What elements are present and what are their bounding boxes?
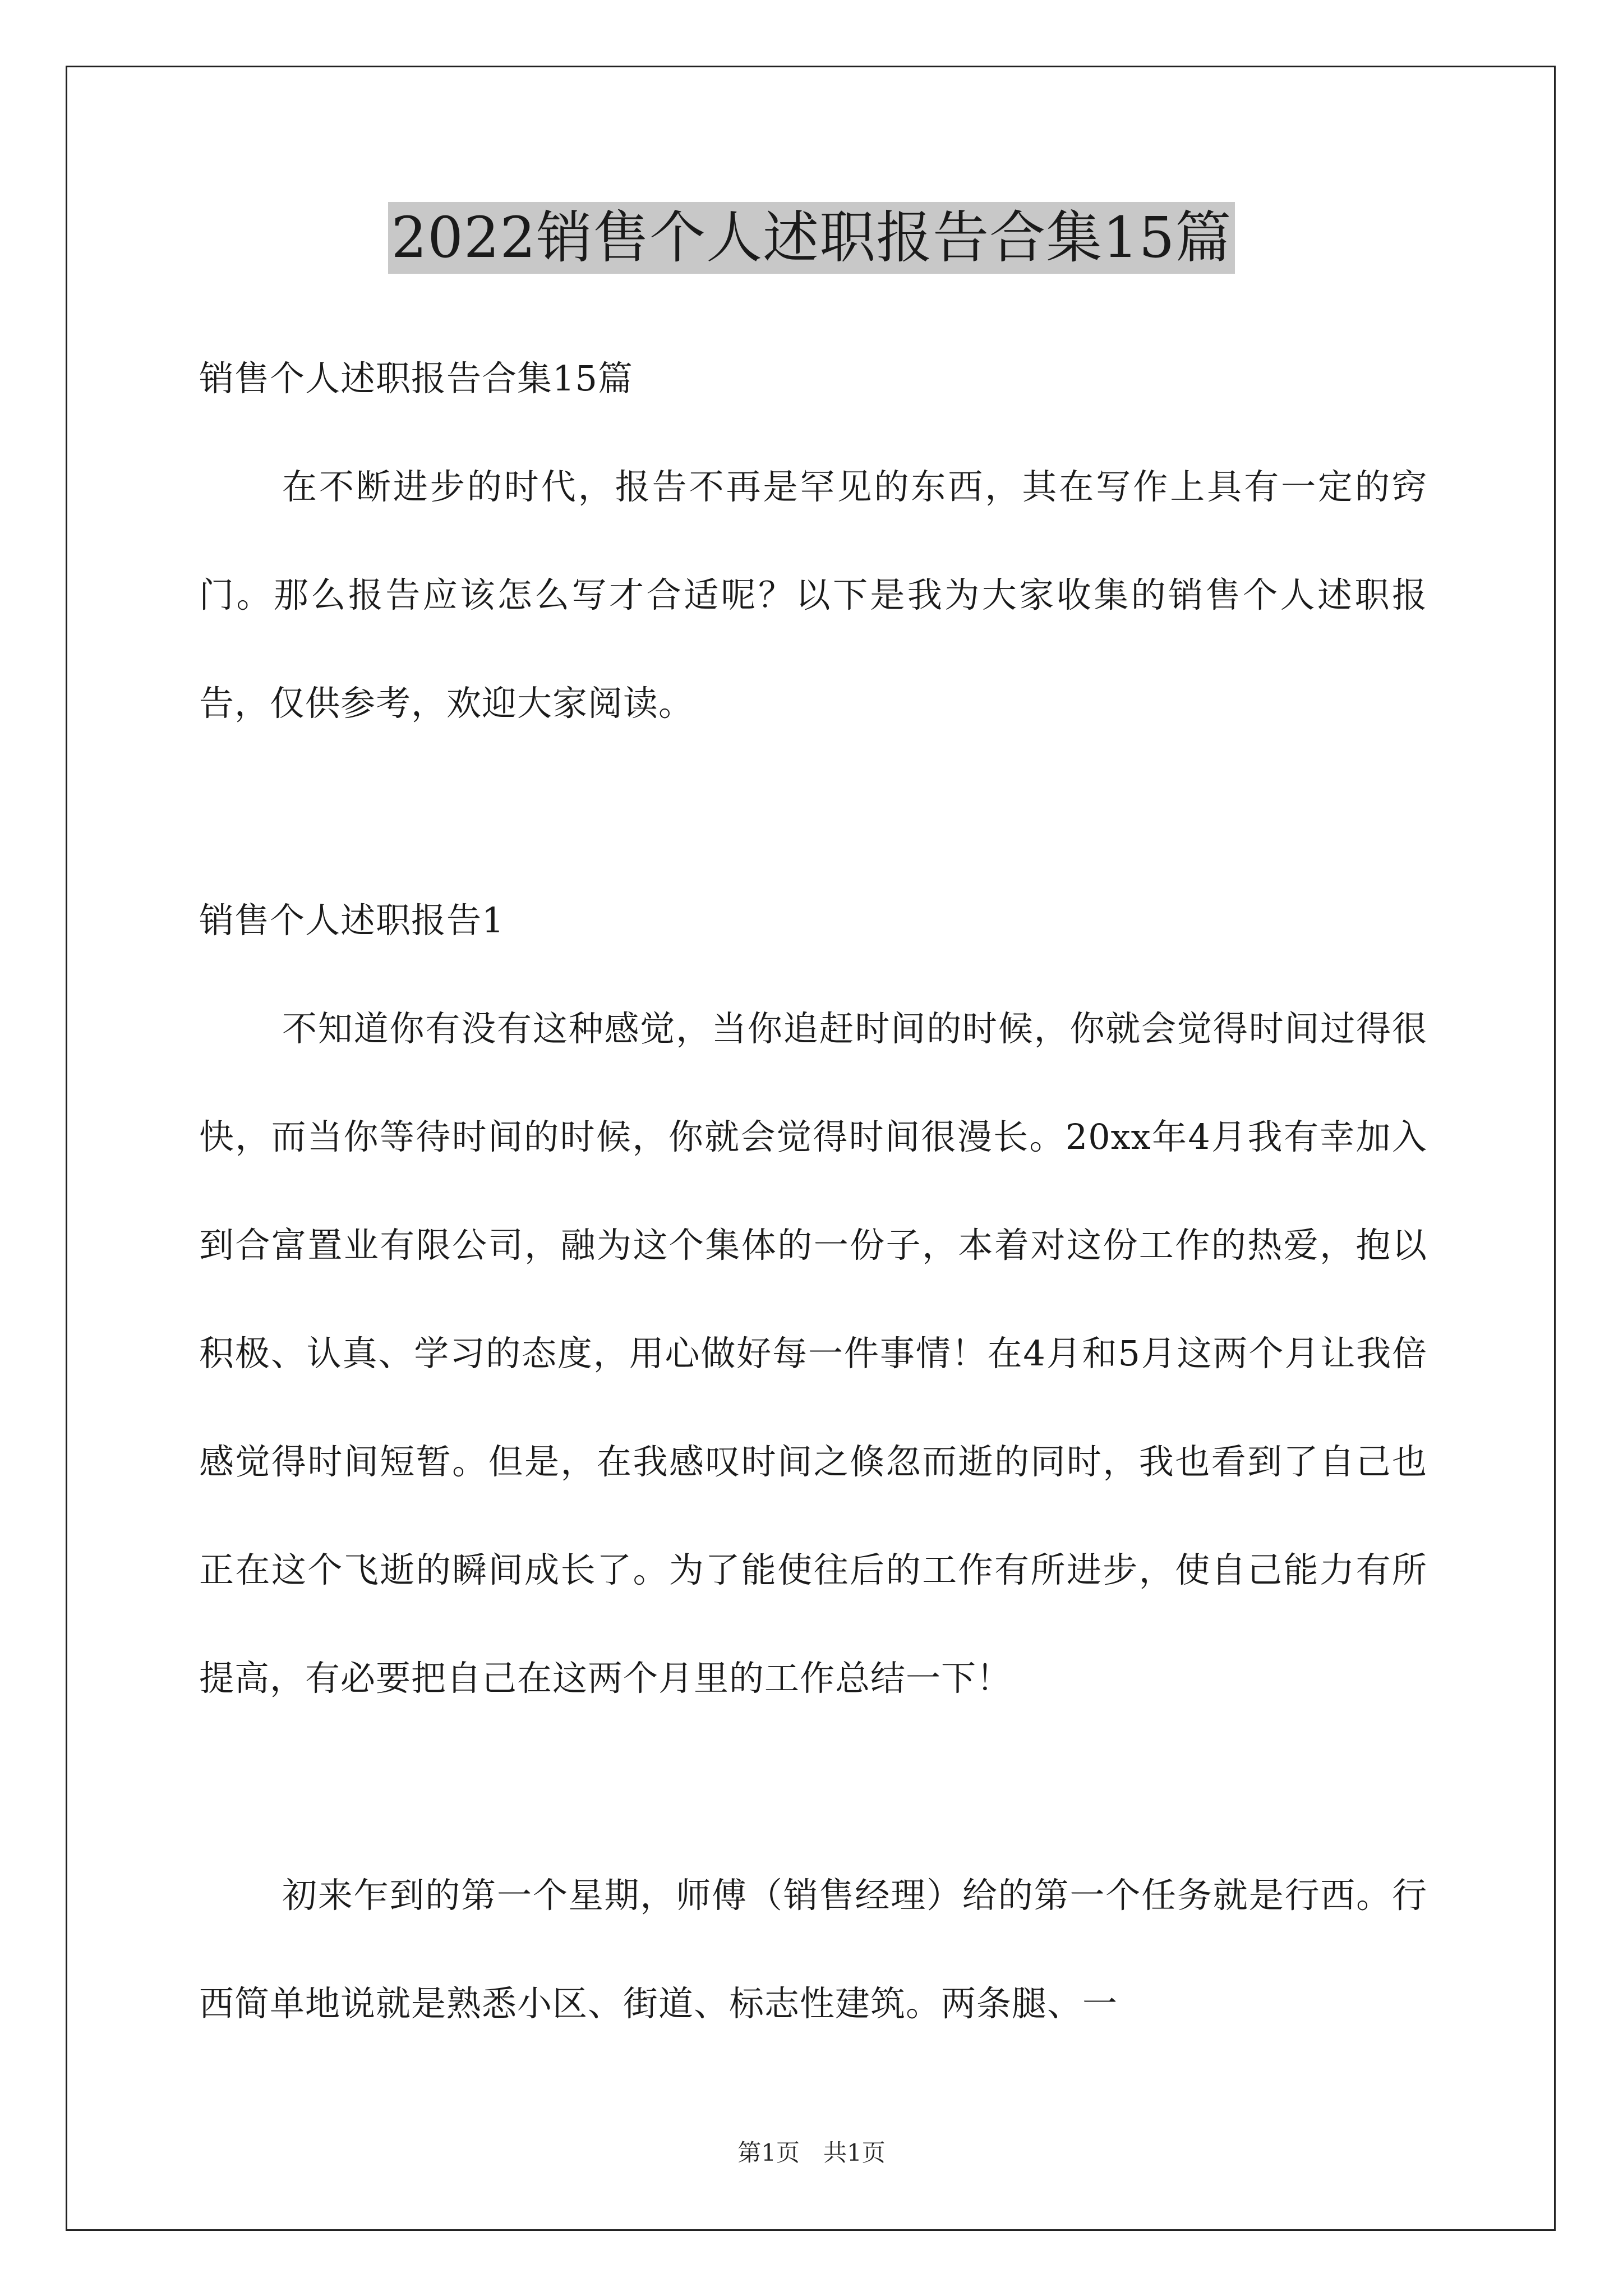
body-paragraph-1: 不知道你有没有这种感觉，当你追赶时间的时候，你就会觉得时间过得很快，而当你等待时间的时候，你就会觉得时间很漫长。20xx年4月我有幸加入到合富置业有限公司，融为这个集体的一份子，本着对这份工作的热爱，抱以积极、认真、学习的态度，用心做好每一件事情！在4月和5月这两个月让我倍感觉得时间短暂。但是，在我感叹时间之倏忽而逝的同时，我也看到了自己也正在这个飞逝的瞬间成长了。为了能使往后的工作有所进步，使自己能力有所提高，有必要把自己在这两个月里的工作总结一下！	[199, 1008, 1427, 1699]
document-title: 2022销售个人述职报告合集15篇	[388, 202, 1235, 274]
title-container	[0, 202, 1623, 274]
section-heading: 销售个人述职报告1	[199, 900, 505, 941]
document-subtitle: 销售个人述职报告合集15篇	[199, 358, 633, 399]
page-footer: 第1页 共1页	[737, 2139, 886, 2166]
body-paragraph-2: 初来乍到的第一个星期，师傅（销售经理）给的第一个任务就是行西。行西简单地说就是熟悉小区、街道、标志性建筑。两条腿、一	[199, 1875, 1427, 2024]
intro-paragraph: 在不断进步的时代，报告不再是罕见的东西，其在写作上具有一定的窍门。那么报告应该怎么写才合适呢？以下是我为大家收集的销售个人述职报告，仅供参考，欢迎大家阅读。	[199, 466, 1427, 724]
